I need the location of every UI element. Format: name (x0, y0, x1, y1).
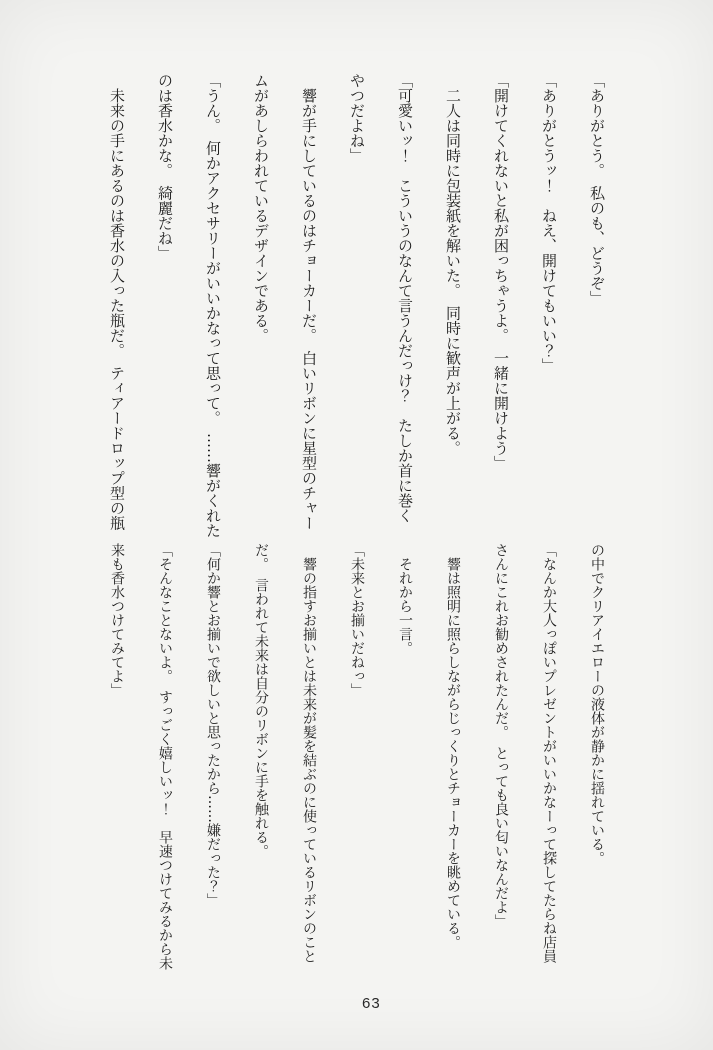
text-column: それから一言。 (397, 557, 413, 655)
text-column: さんにこれお勧めされたんだ。 とっても良い匂いなんだよ」 (493, 543, 509, 928)
text-column: 「うん。 何かアクセサリーがいいかなって思って。 ……響がくれた (204, 73, 222, 538)
text-column: 「何か響とお揃いで欲しいと思ったから……嫌だった？」 (205, 543, 221, 907)
text-column: ムがあしらわれているデザインである。 (252, 73, 270, 343)
text-column: 響の指すお揃いとは未来が髪を結ぶのに使っているリボンのこと (301, 557, 317, 963)
text-column: 「未来とお揃いだねっ」 (349, 543, 365, 697)
text-block-bottom (77, 543, 605, 988)
text-column: 「開けてくれないと私が困っちゃうよ。 一緒に開けよう」 (492, 73, 510, 471)
text-column: の中でクリアイエローの液体が静かに揺れている。 (589, 543, 605, 865)
text-block-top (77, 73, 605, 553)
text-column: 二人は同時に包装紙を解いた。 同時に歓声が上がる。 (444, 88, 462, 456)
text-column: 「ありがとうッ！ ねえ、開けてもいい？」 (540, 73, 558, 373)
text-column: やつだよね」 (348, 73, 366, 163)
text-column: 「なんか大人っぽいプレゼントがいいかなーって探してたらね店員 (541, 543, 557, 963)
text-column: 来も香水つけてみてよ」 (109, 543, 125, 697)
page-number: 63 (362, 995, 381, 1012)
text-column: だ。 言われて未来は自分のリボンに手を触れる。 (253, 543, 269, 858)
text-column: のは香水かな。 綺麗だね」 (156, 73, 174, 261)
text-column: 未来の手にあるのは香水の入った瓶だ。 ティアードロップ型の瓶 (108, 88, 126, 531)
text-column: 「ありがとう。 私のも、どうぞ」 (588, 73, 606, 306)
text-column: 響は照明に照らしながらじっくりとチョーカーを眺めている。 (445, 557, 461, 949)
text-column: 響が手にしているのはチョーカーだ。 白いリボンに星型のチャー (300, 88, 318, 531)
text-column: 「そんなことないよ。 すっごく嬉しいッ！ 早速つけてみるから未 (157, 543, 173, 970)
text-column: 「可愛いッ！ こういうのなんて言うんだっけ？ たしか首に巻く (396, 73, 414, 523)
